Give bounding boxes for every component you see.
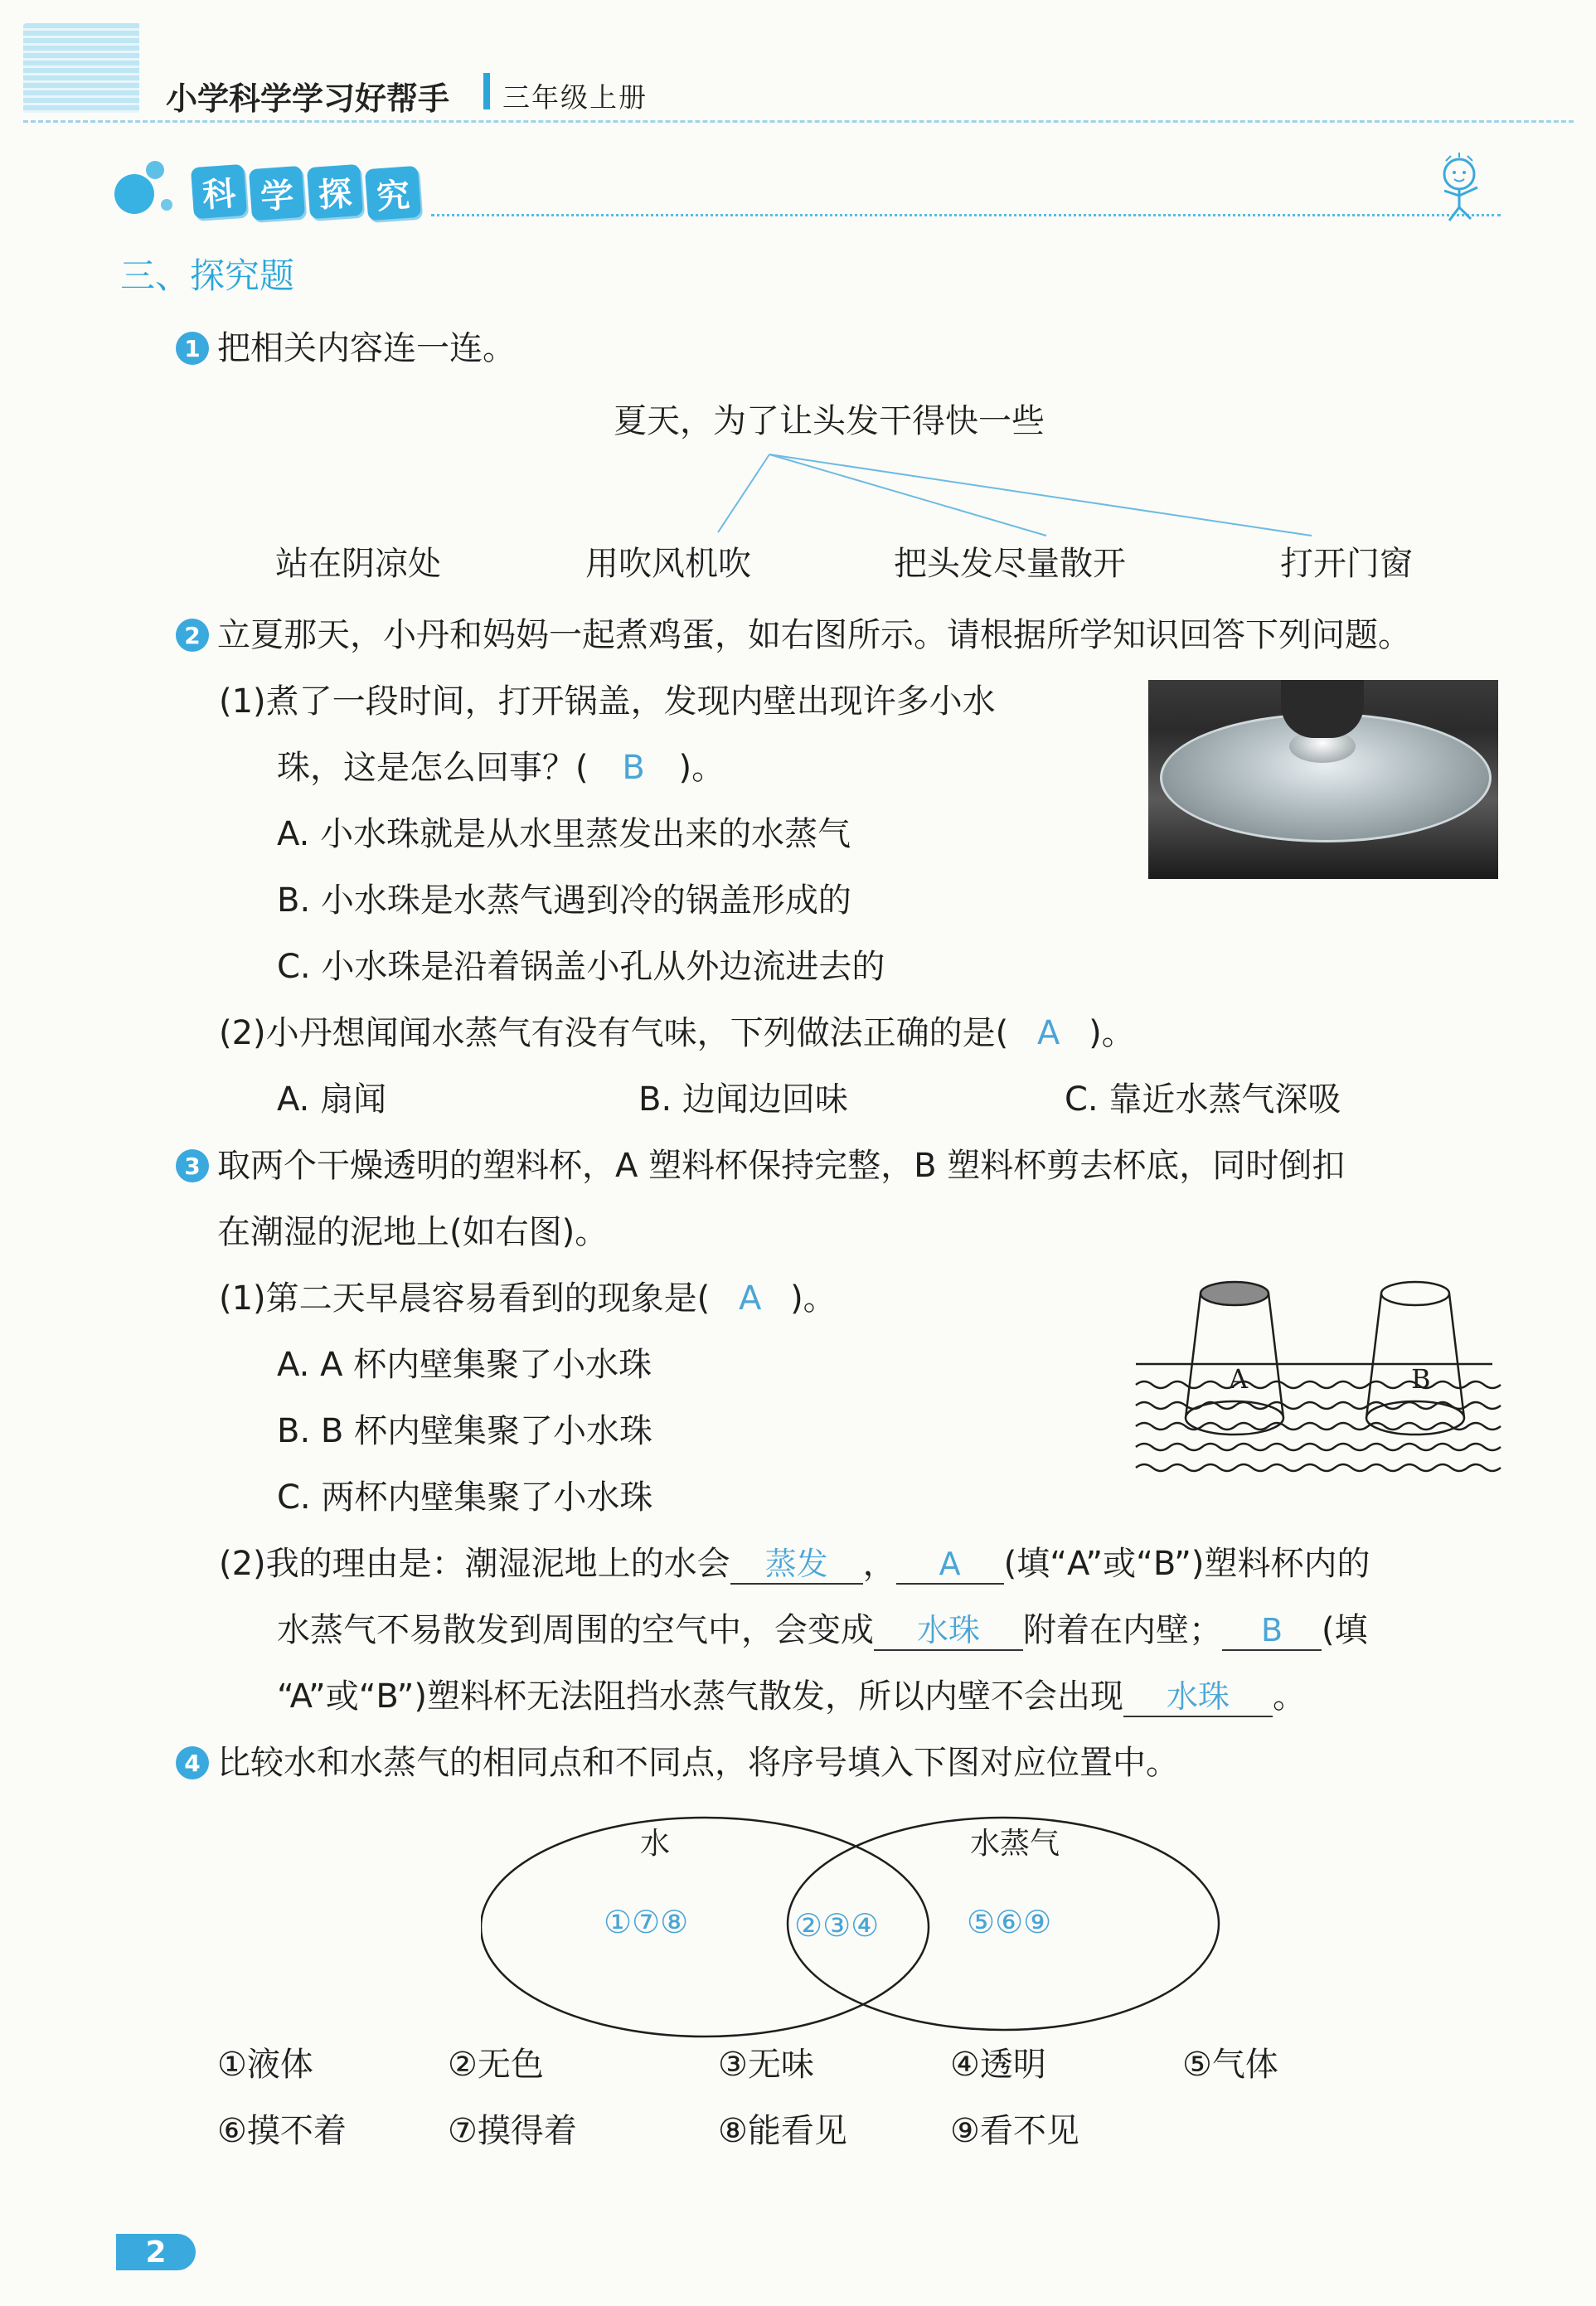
venn-right-answer: ⑤⑥⑨ <box>967 1904 1052 1940</box>
question-number: 3 <box>176 1149 209 1182</box>
banner-char: 探 <box>307 164 363 219</box>
q2-part2-option: B. 边闻边回味 <box>638 1080 848 1119</box>
answer-blank: A <box>896 1545 1004 1585</box>
q4-item: ③无味 <box>718 2046 814 2084</box>
q2-part1-line2: 珠，这是怎么回事？( B )。 <box>277 749 725 787</box>
question-number: 1 <box>176 332 209 365</box>
venn-label-vapor: 水蒸气 <box>970 1827 1060 1861</box>
q4-item: ⑦摸得着 <box>448 2112 577 2150</box>
q2-part1-option: B. 小水珠是水蒸气遇到冷的锅盖形成的 <box>277 881 851 920</box>
q2-part1-answer: B <box>622 749 645 787</box>
q3-prompt-line2: 在潮湿的泥地上(如右图)。 <box>217 1213 609 1251</box>
q3-reason-line2: 水蒸气不易散发到周围的空气中，会变成 水珠 附着在内壁； B (填 <box>277 1611 1368 1649</box>
q4-item: ⑥摸不着 <box>217 2112 347 2150</box>
q2-part2-line: (2)小丹想闻闻水蒸气有没有气味，下列做法正确的是( A )。 <box>219 1014 1135 1052</box>
q1-top-item: 夏天，为了让头发干得快一些 <box>614 402 1045 440</box>
venn-label-water: 水 <box>640 1827 671 1861</box>
banner-char: 科 <box>191 164 247 219</box>
pot-lid-photo <box>1148 680 1498 879</box>
q4-item: ②无色 <box>448 2046 544 2084</box>
q2-prompt: 立夏那天，小丹和妈妈一起煮鸡蛋，如右图所示。请根据所学知识回答下列问题。 <box>217 616 1411 654</box>
q3-prompt-line1: 取两个干燥透明的塑料杯，A 塑料杯保持完整，B 塑料杯剪去杯底，同时倒扣 <box>217 1147 1346 1185</box>
q1-option: 打开门窗 <box>1280 545 1413 583</box>
cup-label-b: B <box>1411 1363 1431 1395</box>
q2-part1-option: C. 小水珠是沿着锅盖小孔从外边流进去的 <box>277 948 885 986</box>
q3-part1-option: B. B 杯内壁集聚了小水珠 <box>277 1412 653 1450</box>
book-grade: 三年级上册 <box>502 81 648 114</box>
q1-option: 用吹风机吹 <box>585 545 751 583</box>
q1-option: 站在阴凉处 <box>275 545 441 583</box>
q2-part2-answer: A <box>1036 1014 1060 1052</box>
q3-part1-answer: A <box>738 1279 762 1318</box>
cups-diagram <box>1128 1269 1509 1493</box>
q1-prompt: 把相关内容连一连。 <box>217 329 516 367</box>
venn-middle-answer: ②③④ <box>794 1907 880 1944</box>
cup-label-a: A <box>1229 1363 1249 1395</box>
question-number: 4 <box>176 1746 209 1779</box>
venn-left-answer: ①⑦⑧ <box>604 1904 689 1940</box>
answer-blank: 水珠 <box>874 1611 1023 1651</box>
book-title: 小学科学学习好帮手 <box>166 80 450 117</box>
q3-part1-option: C. 两杯内壁集聚了小水珠 <box>277 1478 653 1517</box>
q4-item: ⑧能看见 <box>718 2112 847 2150</box>
q3-reason-line1: (2)我的理由是：潮湿泥地上的水会 蒸发 ， A (填“A”或“B”)塑料杯内的 <box>219 1545 1370 1583</box>
q3-part1-line: (1)第二天早晨容易看到的现象是( A )。 <box>219 1279 837 1318</box>
cup-a <box>1186 1282 1283 1435</box>
q4-item: ④透明 <box>950 2046 1046 2084</box>
q4-prompt: 比较水和水蒸气的相同点和不同点，将序号填入下图对应位置中。 <box>217 1744 1179 1782</box>
hand <box>1281 680 1364 738</box>
q2-part1-line1: (1)煮了一段时间，打开锅盖，发现内壁出现许多小水 <box>219 682 996 721</box>
page-number: 2 <box>116 2234 196 2270</box>
answer-blank: 蒸发 <box>730 1545 863 1585</box>
q3-part1-option: A. A 杯内壁集聚了小水珠 <box>277 1346 652 1384</box>
q1-option: 把头发尽量散开 <box>894 545 1126 583</box>
cup-b <box>1366 1282 1464 1435</box>
answer-blank: B <box>1222 1611 1322 1651</box>
answer-blank: 水珠 <box>1123 1677 1273 1717</box>
q2-part2-option: C. 靠近水蒸气深吸 <box>1065 1080 1341 1119</box>
question-number: 2 <box>176 619 209 652</box>
q2-part2-option: A. 扇闻 <box>277 1080 387 1119</box>
q4-item: ⑤气体 <box>1182 2046 1278 2084</box>
banner-char: 学 <box>249 166 305 221</box>
q3-reason-line3: “A”或“B”)塑料杯无法阻挡水蒸气散发，所以内壁不会出现 水珠 。 <box>277 1677 1307 1716</box>
q4-item: ①液体 <box>217 2046 313 2084</box>
q2-part1-option: A. 小水珠就是从水里蒸发出来的水蒸气 <box>277 815 851 853</box>
q1-connecting-lines <box>0 0 1596 597</box>
banner-char: 究 <box>365 166 421 221</box>
section-title: 三、探究题 <box>120 255 295 296</box>
q4-item: ⑨看不见 <box>950 2112 1079 2150</box>
